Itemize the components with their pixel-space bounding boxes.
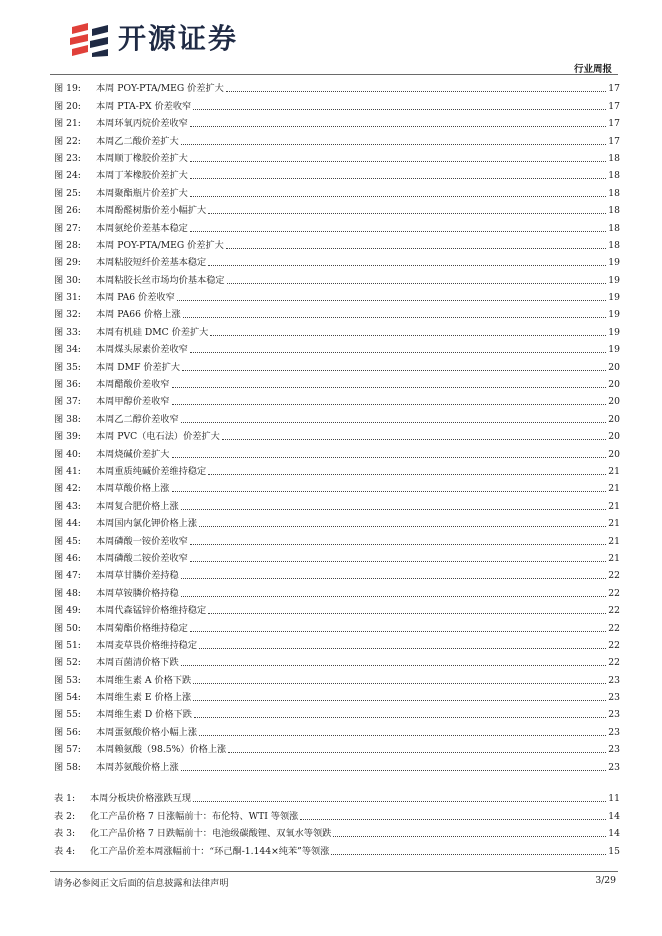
toc-entry[interactable] xyxy=(54,304,620,321)
toc-entry[interactable] xyxy=(54,252,620,269)
toc-entry-page: 21 xyxy=(608,552,620,564)
toc-entry-page: 22 xyxy=(608,570,620,582)
toc-entry[interactable] xyxy=(54,426,620,443)
dot-leader xyxy=(181,422,607,423)
toc-entry-label: 图 53: xyxy=(54,674,81,686)
toc-entry-label: 图 21: xyxy=(54,118,81,130)
toc-entry[interactable] xyxy=(54,130,620,147)
dot-leader xyxy=(333,836,606,837)
toc-entry-title: 本周磷酸二铵价差收窄 xyxy=(96,552,188,564)
toc-entry-page: 21 xyxy=(608,518,620,530)
toc-entry[interactable] xyxy=(54,269,620,286)
toc-entry-label: 图 31: xyxy=(54,292,81,304)
document-type-label: 行业周报 xyxy=(573,64,612,75)
dot-leader xyxy=(222,439,606,440)
toc-entry[interactable] xyxy=(54,530,620,547)
toc-entry-label: 表 1: xyxy=(54,793,76,805)
toc-entry[interactable] xyxy=(54,513,620,530)
toc-entry-label: 图 41: xyxy=(54,465,81,477)
toc-entry-label: 图 30: xyxy=(54,274,81,286)
dot-leader xyxy=(208,213,606,214)
toc-entry[interactable] xyxy=(54,600,620,617)
toc-entry-page: 15 xyxy=(608,845,620,857)
toc-entry[interactable] xyxy=(54,235,620,252)
dot-leader xyxy=(181,770,607,771)
toc-entry-title: 本周复合肥价格上涨 xyxy=(96,500,179,512)
toc-entry-label: 图 20: xyxy=(54,100,81,112)
toc-entry[interactable] xyxy=(54,721,620,738)
toc-entry-label: 图 26: xyxy=(54,205,81,217)
dot-leader xyxy=(172,404,607,405)
toc-entry[interactable] xyxy=(54,478,620,495)
dot-leader xyxy=(226,248,606,249)
toc-entry-title: 本周煤头尿素价差收窄 xyxy=(96,344,188,356)
dot-leader xyxy=(190,196,606,197)
toc-entry-page: 11 xyxy=(608,793,620,805)
toc-entry-page: 22 xyxy=(608,605,620,617)
toc-entry[interactable] xyxy=(54,652,620,669)
toc-entry-page: 18 xyxy=(608,187,620,199)
toc-entry-page: 17 xyxy=(608,118,620,130)
toc-entry-label: 表 4: xyxy=(54,845,76,857)
toc-entry-title: 本周乙二酸价差扩大 xyxy=(96,135,179,147)
toc-entry-label: 图 38: xyxy=(54,413,81,425)
toc-entry-title: 本周蛋氨酸价格小幅上涨 xyxy=(96,726,198,738)
toc-entry[interactable] xyxy=(54,739,620,756)
toc-entry-page: 17 xyxy=(608,83,620,95)
dot-leader xyxy=(208,613,606,614)
dot-leader xyxy=(300,819,606,820)
table-list xyxy=(54,788,620,858)
dot-leader xyxy=(172,491,607,492)
toc-entry-label: 图 57: xyxy=(54,744,81,756)
toc-entry-label: 图 40: xyxy=(54,448,81,460)
toc-entry-title: 本周酚醛树脂价差小幅扩大 xyxy=(96,205,207,217)
dot-leader xyxy=(208,474,606,475)
toc-entry-label: 图 50: xyxy=(54,622,81,634)
toc-entry-title: 本周菊酯价格维持稳定 xyxy=(96,622,188,634)
toc-entry[interactable] xyxy=(54,95,620,112)
dot-leader xyxy=(227,283,607,284)
toc-entry-title: 本周聚酯瓶片价差扩大 xyxy=(96,187,188,199)
dot-leader xyxy=(181,665,607,666)
toc-entry-label: 图 35: xyxy=(54,361,81,373)
dot-leader xyxy=(210,335,606,336)
toc-entry-page: 18 xyxy=(608,170,620,182)
toc-entry[interactable] xyxy=(54,182,620,199)
toc-entry-page: 21 xyxy=(608,483,620,495)
toc-entry-page: 23 xyxy=(608,726,620,738)
toc-entry-title: 本周草酸价格上涨 xyxy=(96,483,170,495)
toc-entry-title: 本周 PVC（电石法）价差扩大 xyxy=(96,431,220,443)
toc-entry-title: 本周维生素 D 价格下跌 xyxy=(96,709,192,721)
toc-entry[interactable] xyxy=(54,840,620,857)
toc-entry-title: 本周烧碱价差扩大 xyxy=(96,448,170,460)
footer-divider xyxy=(50,871,618,872)
toc-entry-title: 本周丁苯橡胶价差扩大 xyxy=(96,170,188,182)
dot-leader xyxy=(190,231,606,232)
toc-entry-label: 图 49: xyxy=(54,605,81,617)
toc-entry[interactable] xyxy=(54,565,620,582)
dot-leader xyxy=(193,109,606,110)
figure-list xyxy=(54,78,620,774)
toc-entry-title: 本周分板块价格涨跌互现 xyxy=(90,793,192,805)
toc-entry-label: 图 27: xyxy=(54,222,81,234)
toc-entry[interactable] xyxy=(54,788,620,805)
toc-entry-label: 图 37: xyxy=(54,396,81,408)
toc-entry-title: 本周磷酸一铵价差收窄 xyxy=(96,535,188,547)
toc-entry-title: 本周代森锰锌价格维持稳定 xyxy=(96,605,207,617)
toc-entry-title: 本周 PA66 价格上涨 xyxy=(96,309,181,321)
dot-leader xyxy=(182,370,606,371)
dot-leader xyxy=(194,717,606,718)
brand-name: 开源证券 xyxy=(118,22,239,55)
toc-entry[interactable] xyxy=(54,582,620,599)
toc-entry-page: 19 xyxy=(608,344,620,356)
toc-entry-label: 图 25: xyxy=(54,187,81,199)
toc-entry-label: 图 56: xyxy=(54,726,81,738)
toc-entry[interactable] xyxy=(54,217,620,234)
toc-entry[interactable] xyxy=(54,495,620,512)
dot-leader xyxy=(172,457,607,458)
toc-entry[interactable] xyxy=(54,687,620,704)
toc-entry-page: 22 xyxy=(608,639,620,651)
toc-entry-title: 本周苏氨酸价格上涨 xyxy=(96,761,179,773)
dot-leader xyxy=(208,265,606,266)
dot-leader xyxy=(193,700,606,701)
toc-entry-title: 本周顺丁橡胶价差扩大 xyxy=(96,152,188,164)
toc-entry-page: 14 xyxy=(608,810,620,822)
toc-entry-label: 图 45: xyxy=(54,535,81,547)
toc-entry[interactable] xyxy=(54,287,620,304)
dot-leader xyxy=(181,509,607,510)
toc-entry-label: 图 28: xyxy=(54,239,81,251)
dot-leader xyxy=(172,387,607,388)
toc-entry-label: 图 47: xyxy=(54,570,81,582)
dot-leader xyxy=(177,300,607,301)
toc-entry[interactable] xyxy=(54,635,620,652)
toc-entry-label: 图 46: xyxy=(54,552,81,564)
toc-entry-title: 化工产品价差本周涨幅前十：“环己酮-1.144×纯苯”等领涨 xyxy=(90,845,330,857)
toc-entry[interactable] xyxy=(54,823,620,840)
dot-leader xyxy=(199,526,606,527)
toc-entry-page: 21 xyxy=(608,465,620,477)
toc-entry[interactable] xyxy=(54,339,620,356)
page-number: 3/29 xyxy=(595,875,616,886)
toc-entry-label: 图 29: xyxy=(54,257,81,269)
toc-entry-page: 14 xyxy=(608,828,620,840)
toc-entry-page: 20 xyxy=(608,431,620,443)
toc-entry-title: 本周环氧丙烷价差收窄 xyxy=(96,118,188,130)
toc-entry-page: 17 xyxy=(608,135,620,147)
toc-entry-page: 22 xyxy=(608,587,620,599)
toc-entry-title: 本周乙二醇价差收窄 xyxy=(96,413,179,425)
toc-entry-page: 21 xyxy=(608,535,620,547)
toc-entry-page: 23 xyxy=(608,761,620,773)
dot-leader xyxy=(226,91,606,92)
toc-entry-page: 19 xyxy=(608,292,620,304)
toc-entry-page: 19 xyxy=(608,257,620,269)
toc-entry-title: 本周氨纶价差基本稳定 xyxy=(96,222,188,234)
toc-entry-page: 20 xyxy=(608,379,620,391)
brand-mark-icon xyxy=(68,19,112,59)
toc-entry-label: 图 51: xyxy=(54,639,81,651)
toc-entry-page: 19 xyxy=(608,309,620,321)
toc-entry-page: 22 xyxy=(608,622,620,634)
dot-leader xyxy=(190,352,606,353)
toc-entry-title: 本周粘胶长丝市场均价基本稳定 xyxy=(96,274,225,286)
toc-entry-page: 21 xyxy=(608,500,620,512)
toc-entry-title: 化工产品价格 7 日涨幅前十：布伦特、WTI 等领涨 xyxy=(90,810,299,822)
toc-entry-title: 本周醋酸价差收窄 xyxy=(96,379,170,391)
toc-entry-page: 20 xyxy=(608,413,620,425)
brand-logo xyxy=(68,18,238,60)
toc-entry[interactable] xyxy=(54,113,620,130)
toc-entry-label: 图 34: xyxy=(54,344,81,356)
toc-entry[interactable] xyxy=(54,805,620,822)
toc-entry-page: 23 xyxy=(608,709,620,721)
toc-entry-title: 本周 PTA-PX 价差收窄 xyxy=(96,100,192,112)
toc-entry[interactable] xyxy=(54,669,620,686)
toc-entry-page: 20 xyxy=(608,448,620,460)
toc-entry[interactable] xyxy=(54,374,620,391)
toc-entry-page: 18 xyxy=(608,239,620,251)
toc-entry-label: 图 22: xyxy=(54,135,81,147)
toc-entry-page: 20 xyxy=(608,361,620,373)
toc-entry[interactable] xyxy=(54,461,620,478)
toc-entry-label: 图 55: xyxy=(54,709,81,721)
toc-entry-page: 18 xyxy=(608,222,620,234)
toc-entry-title: 本周有机硅 DMC 价差扩大 xyxy=(96,326,209,338)
toc-entry-title: 本周赖氨酸（98.5%）价格上涨 xyxy=(96,744,227,756)
toc-entry-title: 本周 POY-PTA/MEG 价差扩大 xyxy=(96,83,224,95)
toc-entry-page: 19 xyxy=(608,274,620,286)
toc-entry[interactable] xyxy=(54,617,620,634)
dot-leader xyxy=(190,561,606,562)
header-divider xyxy=(50,74,618,75)
toc-entry-title: 本周百菌清价格下跌 xyxy=(96,657,179,669)
toc-entry-label: 图 24: xyxy=(54,170,81,182)
dot-leader xyxy=(181,596,607,597)
toc-entry[interactable] xyxy=(54,165,620,182)
toc-entry-title: 本周 PA6 价差收窄 xyxy=(96,292,175,304)
toc-entry-title: 本周麦草畏价格维持稳定 xyxy=(96,639,198,651)
toc-entry[interactable] xyxy=(54,321,620,338)
toc-entry-page: 18 xyxy=(608,205,620,217)
toc-entry[interactable] xyxy=(54,391,620,408)
toc-entry-label: 图 58: xyxy=(54,761,81,773)
toc-entry-label: 表 3: xyxy=(54,828,76,840)
toc-entry-title: 本周 POY-PTA/MEG 价差扩大 xyxy=(96,239,224,251)
toc-entry[interactable] xyxy=(54,548,620,565)
toc-entry-title: 本周草铵膦价格持稳 xyxy=(96,587,179,599)
dot-leader xyxy=(228,752,606,753)
toc-entry-label: 图 33: xyxy=(54,326,81,338)
toc-entry-label: 表 2: xyxy=(54,810,76,822)
toc-entry-label: 图 54: xyxy=(54,692,81,704)
toc-entry[interactable] xyxy=(54,200,620,217)
dot-leader xyxy=(199,648,606,649)
dot-leader xyxy=(190,544,606,545)
toc-entry-page: 23 xyxy=(608,674,620,686)
toc-entry-label: 图 32: xyxy=(54,309,81,321)
toc-entry-label: 图 19: xyxy=(54,83,81,95)
toc-entry[interactable] xyxy=(54,356,620,373)
toc-entry-label: 图 39: xyxy=(54,431,81,443)
toc-entry[interactable] xyxy=(54,443,620,460)
toc-entry-page: 19 xyxy=(608,326,620,338)
toc-entry-page: 17 xyxy=(608,100,620,112)
toc-entry-page: 20 xyxy=(608,396,620,408)
toc-entry-label: 图 48: xyxy=(54,587,81,599)
dot-leader xyxy=(190,126,606,127)
toc-entry-title: 本周粘胶短纤价差基本稳定 xyxy=(96,257,207,269)
dot-leader xyxy=(331,854,606,855)
toc-entry-title: 本周维生素 E 价格上涨 xyxy=(96,692,192,704)
toc-entry-title: 本周维生素 A 价格下跌 xyxy=(96,674,192,686)
dot-leader xyxy=(193,683,606,684)
toc-entry[interactable] xyxy=(54,78,620,95)
toc-entry-label: 图 43: xyxy=(54,500,81,512)
toc-entry-title: 化工产品价格 7 日跌幅前十：电池级碳酸锂、双氧水等领跌 xyxy=(90,828,332,840)
dot-leader xyxy=(193,801,606,802)
toc-entry-label: 图 44: xyxy=(54,518,81,530)
toc-entry-page: 22 xyxy=(608,657,620,669)
dot-leader xyxy=(199,735,606,736)
toc-entry-title: 本周甲醇价差收窄 xyxy=(96,396,170,408)
toc-entry-title: 本周草甘膦价差持稳 xyxy=(96,570,179,582)
toc-entry[interactable] xyxy=(54,408,620,425)
footer-disclaimer: 请务必参阅正文后面的信息披露和法律声明 xyxy=(54,878,229,889)
dot-leader xyxy=(181,578,607,579)
toc-entry-page: 18 xyxy=(608,152,620,164)
toc-entry-label: 图 36: xyxy=(54,379,81,391)
dot-leader xyxy=(181,144,607,145)
toc-entry[interactable] xyxy=(54,756,620,773)
toc-entry-title: 本周国内氯化钾价格上涨 xyxy=(96,518,198,530)
toc-entry-label: 图 23: xyxy=(54,152,81,164)
dot-leader xyxy=(190,631,606,632)
dot-leader xyxy=(183,317,607,318)
toc-entry-label: 图 52: xyxy=(54,657,81,669)
toc-entry-page: 23 xyxy=(608,692,620,704)
toc-entry[interactable] xyxy=(54,148,620,165)
toc-entry[interactable] xyxy=(54,704,620,721)
toc-entry-title: 本周重质纯碱价差维持稳定 xyxy=(96,465,207,477)
toc-entry-label: 图 42: xyxy=(54,483,81,495)
dot-leader xyxy=(190,161,606,162)
toc-entry-title: 本周 DMF 价差扩大 xyxy=(96,361,181,373)
toc-entry-page: 23 xyxy=(608,744,620,756)
dot-leader xyxy=(190,178,606,179)
